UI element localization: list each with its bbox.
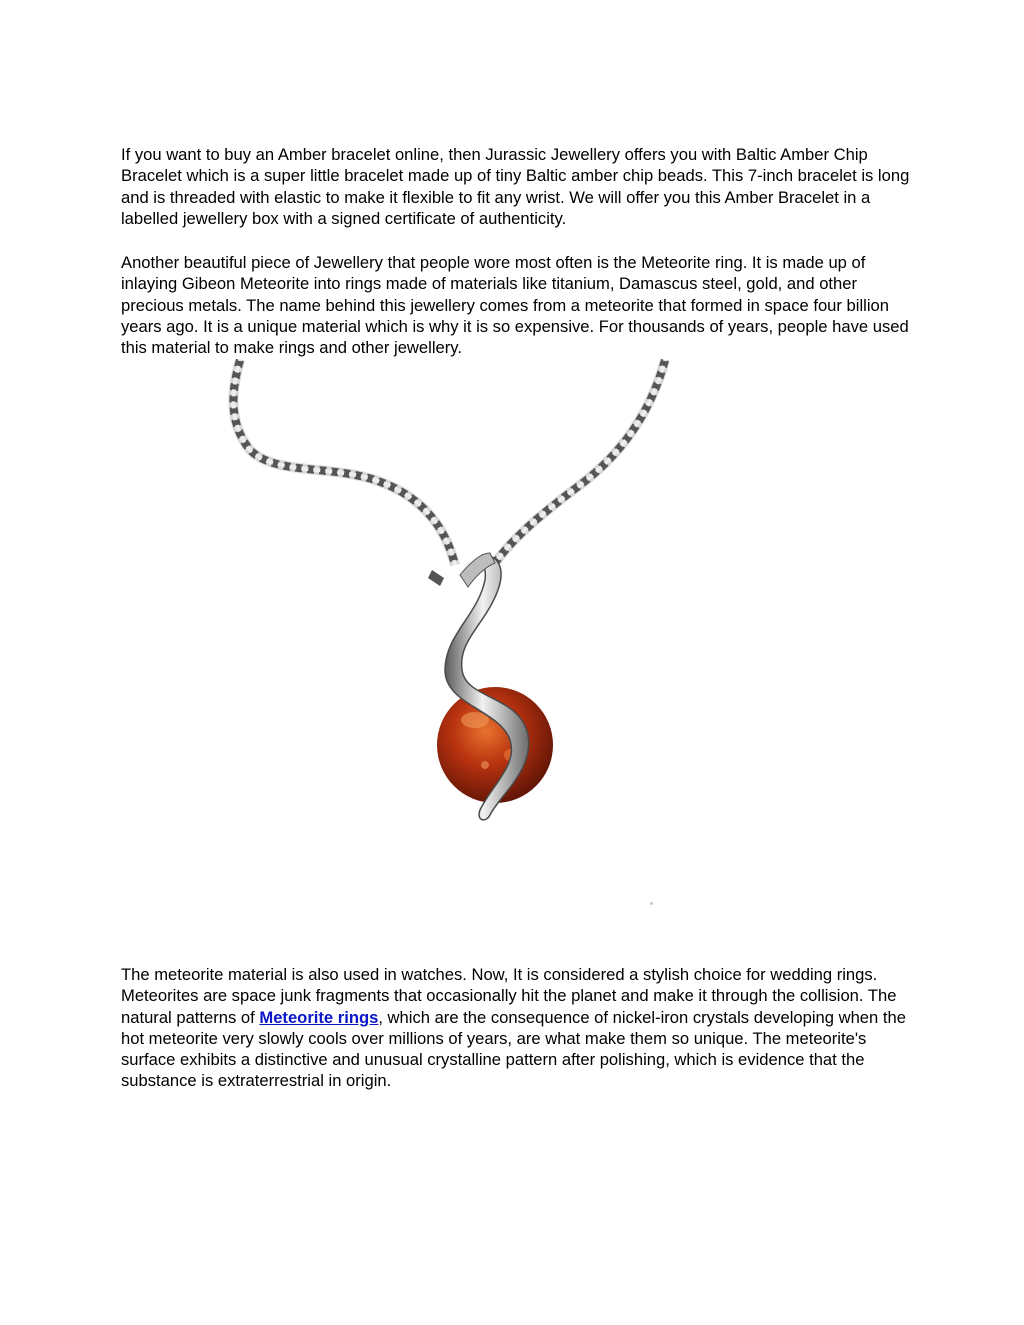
meteorite-rings-link[interactable]: Meteorite rings	[259, 1007, 379, 1027]
paragraph-meteorite-ring: Another beautiful piece of Jewellery that people wore most often is the Meteorite ring. It is made up of inlaying Gibeon Meteorite into rings made of materials like titanium, Damascus steel, gold, and other precious metals. The name behind this jewellery comes from a meteorite that formed in space four billion years ago. It is a unique material which is why it is so expensive. For thousands of years, people have used this material to make rings and other jewellery.	[121, 253, 909, 358]
chain-left	[233, 360, 455, 565]
paragraph-meteorite-material	[121, 964, 911, 1092]
amber-pendant-image	[200, 355, 680, 835]
paragraph-text-end: , which are the consequence of nickel-iron crystals developing when the hot meteorite very slowly cools over millions of years, are what make them so unique. The meteorite's surface exhibits a distinctive and unusual crystalline pattern after polishing, which is evidence that the substance is extraterrestrial in origin.	[121, 1007, 906, 1091]
chain-right	[490, 360, 665, 570]
image-artifact	[650, 902, 653, 905]
paragraph-amber-bracelet: If you want to buy an Amber bracelet online, then Jurassic Jewellery offers you with Baltic Amber Chip Bracelet which is a super little bracelet made up of tiny Baltic amber chip beads. This 7-inch bracelet is long and is threaded with elastic to make it flexible to fit any wrist. We will offer you this Amber Bracelet in a labelled jewellery box with a signed certificate of authenticity.	[121, 145, 910, 228]
paragraph-text-start: The meteorite material is also used in watches. Now, It is considered a stylish choice for wedding rings. Meteorites are space junk fragments that occasionally hit the planet and make it through the collision. The natural patterns of	[121, 965, 897, 1027]
